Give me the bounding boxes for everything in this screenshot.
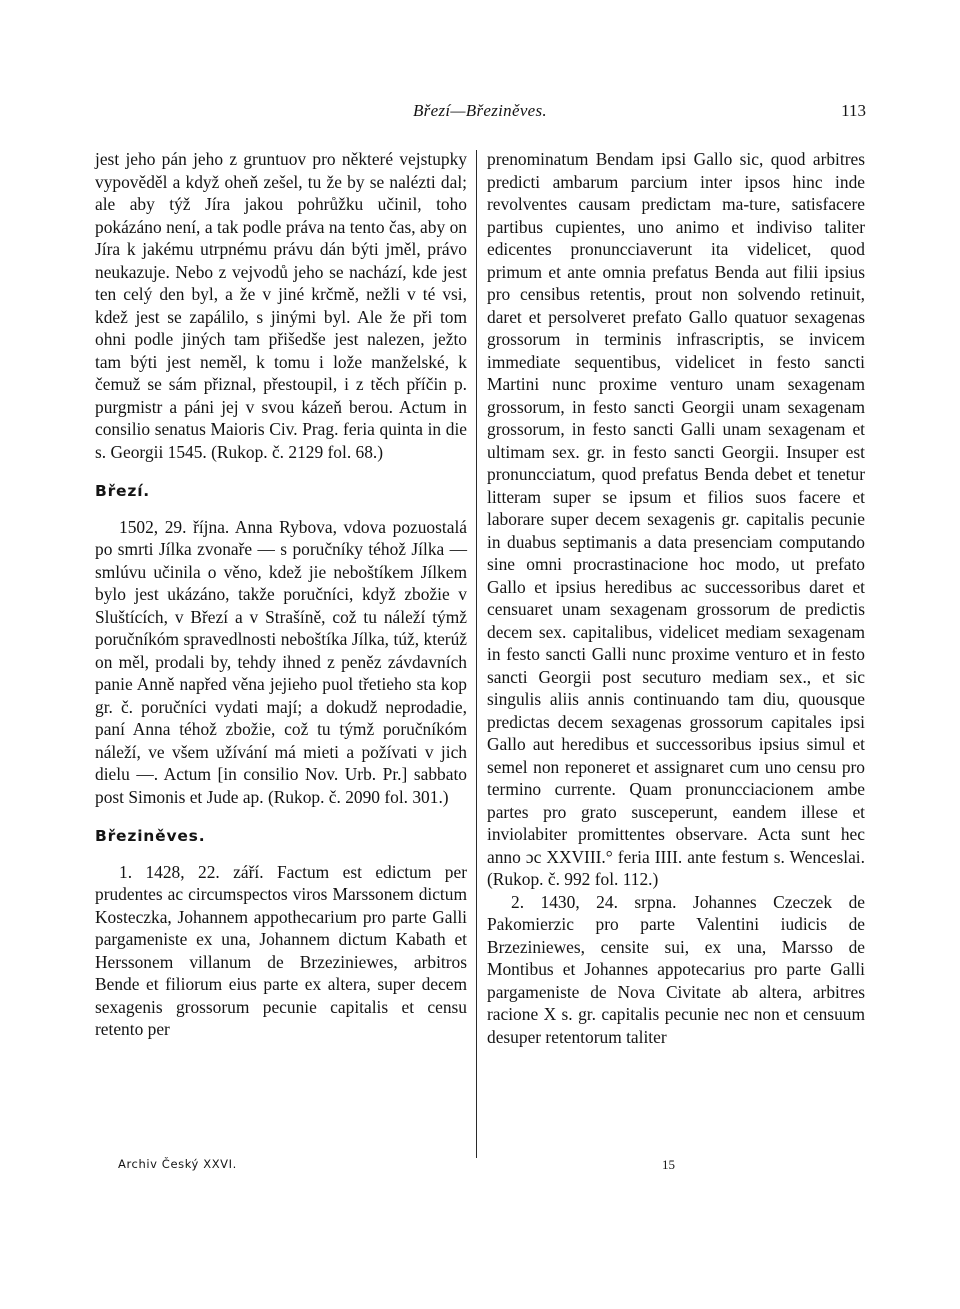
section-heading-brezineves: Březiněves. <box>95 827 206 845</box>
entry-1502: 1502, 29. října. Anna Rybova, vdova pozuostalá po smrti Jílka zvonaře — s poručníky téhož Jílka — smlúvu učinila o věno, kdež jie neboštíkem Jílkem bylo jest ukázáno, takže poručníci, když zbožie v Sluštících, v Březí a v Strašíně, což tu náleží týmž poručníkóm spravedlnosti neboštíka Jílka, túž, kterúž on měl, prodali by, tehdy ihned z peněz závdavních panie Anně napřed věna jejieho puol třetieho sta kop gr. č. poručníci vydati mají; a dokudž neprodadie, paní Anna téhož zbožie, což tu týmž poručníkóm náleží, ve všem užívání má mieti a požívati v jich dielu —. Actum [in consilio Nov. Urb. Pr.] sabbato post Simonis et Jude ap. (Rukop. č. 2090 fol. 301.) <box>95 516 467 807</box>
page-number: 113 <box>841 101 866 120</box>
right-column <box>487 148 865 1048</box>
entry-1430: 2. 1430, 24. srpna. Johannes Czeczek de Pakomierzic pro parte Valentini iudicis de Brzeziniewes, censite sui, ex una, Marsso de Montibus et Johannes appotecarius pro parte Galli pargameniste de Nova Civitate ab altera, arbitres racione X s. gr. capitalis pecunie nec non et censuum desuper retentorum taliter <box>487 891 865 1047</box>
entry-1428: 1. 1428, 22. září. Factum est edictum per prudentes ac circumspectos viros Marssonem dictum Kosteczka, Johannem appothecarium pro parte Galli pargameniste ex una, Johannem dictum Kabath et Herssonem villanum de Brzeziniewes, arbitros Bende et filiorum eius parte ex altera, super decem sexagenis grossorum pecunie capitalis et censu retento per <box>95 861 467 1039</box>
column-divider <box>476 150 477 1158</box>
right-paragraph-continued: prenominatum Bendam ipsi Gallo sic, quod arbitres predicti ambarum parcium inter ipsos hinc inde revolventes causam predictam ma-ture, satisfacere partibus cupientes, uno animo et indiviso taliter edicentes pronuncciaverunt ita videlicet, quod primum et ante omnia prefatus Benda aut filii ipsius pro censibus retentis, prout non solvendo retinuit, daret et persolveret prefato Gallo quatuor sexagenas grossorum in terminis infrascriptis, se invicem immediate sequentibus, videlicet in festo sancti Martini nunc proxime venturo unam sexagenam grossorum, in festo sancti Georgii unam sexagenam grossorum, in festo sancti Galli unam sexagenam et ultimam sex. gr. in festo sancti Georgii. Insuper est pronuncciatum, quod prefatus Benda debet et tenetur litteram super se ipsum et filios suos facere et laborare super decem sexagenis gr. capitalis pecunie in duabus septimanis a data presenciam computando sine omni procrastinacione hoc modo, ut prefato Gallo et ipsius heredibus ac successoribus daret et censuaret unam sexagenam grossorum de predictis decem sex. capitalibus, videlicet mediam sexagenam in festo sancti Galli nunc proxime venturo et in festo sancti Georgii post secuturo mediam sex., et sic singulis aliis annis continuando tam diu, quousque predictas decem sexagenas grossorum capitales ipsi Gallo aut heredibus et successoribus ipsius simul et semel non reponeret et assignaret cum uno censu pro termino currente. Quam pronuncciacionem ambe partes pro grato susceperunt, eandem illese et inviolabiter promittentes observare. Acta sunt hec anno ɔc XXVIII.° feria IIII. ante festum s. Wenceslai. (Rukop. č. 992 fol. 112.) <box>487 149 865 889</box>
running-head <box>0 101 960 125</box>
left-paragraph-continued: jest jeho pán jeho z gruntuov pro některé vejstupky vypověděl a když oheň zešel, tu že by se nalézti dal; ale aby týž Jíra jakou pohrůžku učinil, toho pokázáno není, a tak podle práva na tento čas, aby on Jíra k jakému utrpnému právu dán býti jměl, právo neukazuje. Nebo z vejvodů jeho se nachází, kde jest ten celý den byl, a že v jiné krčmě, nežli v té vsi, kdež jest se zapálilo, s jinými byl. Ale že při tom ohni podle jiných tam přišedše jest nalezen, ježto tam býti jest neměl, k tomu i lože manželské, k čemuž se sám přiznal, přestoupil, i z těch příčin p. purgmistr a páni jej v svou kázeň berou. Actum in consilio senatus Maioris Civ. Prag. feria quinta in die s. Georgii 1545. (Rukop. č. 2129 fol. 68.) <box>95 149 467 462</box>
section-heading-brezi: Březí. <box>95 482 150 500</box>
footer-signature: Archiv Český XXVI. <box>118 1157 237 1171</box>
left-column <box>95 148 467 1041</box>
running-title: Březí—Březiněves. <box>413 101 547 120</box>
footer-sheet-number: 15 <box>662 1157 675 1172</box>
